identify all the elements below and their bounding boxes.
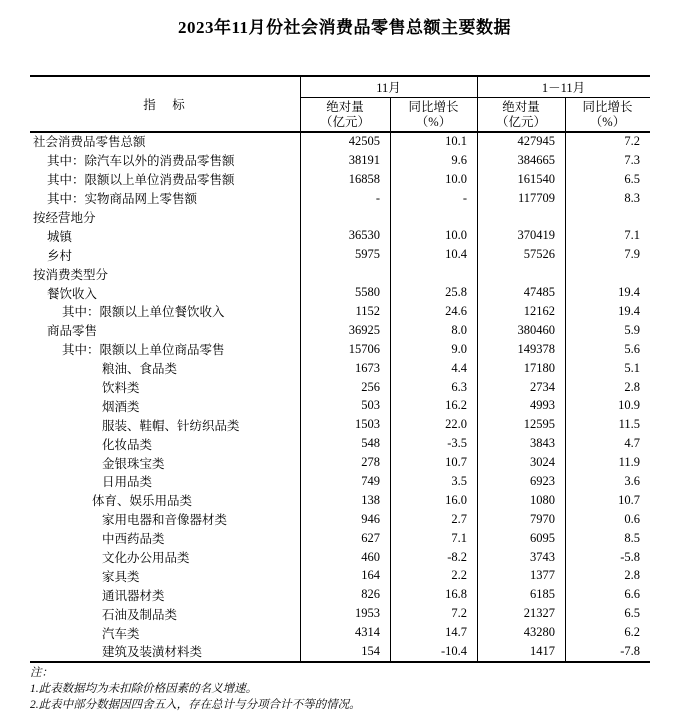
vertical-divider (565, 97, 566, 661)
value-cell: 6095 (530, 530, 555, 545)
value-cell: 370419 (517, 228, 555, 243)
table-row (30, 642, 650, 661)
footnote-item: 2.此表中部分数据因四舍五入，存在总计与分项合计不等的情况。 (30, 699, 361, 711)
value-cell: 42505 (348, 133, 380, 148)
value-cell: 5.1 (624, 360, 640, 375)
header-label: 同比增长 (408, 99, 459, 114)
value-cell: 3743 (530, 549, 555, 564)
header-unit: （亿元） (319, 114, 370, 129)
column-header-nov-absolute (300, 98, 390, 131)
value-cell: 24.6 (445, 303, 467, 318)
value-cell: -7.8 (620, 643, 640, 658)
value-cell: 10.9 (618, 398, 640, 413)
indicator-label: 粮油、食品类 (102, 362, 178, 377)
value-cell: 47485 (523, 285, 555, 300)
value-cell: 11.5 (618, 417, 640, 432)
value-cell: 8.3 (624, 190, 640, 205)
value-cell: 9.0 (451, 341, 467, 356)
vertical-divider (390, 97, 391, 661)
indicator-label: 其中：除汽车以外的消费品零售额 (47, 154, 235, 169)
value-cell: 10.0 (445, 171, 467, 186)
table-row (30, 548, 650, 567)
value-cell: 5580 (355, 285, 380, 300)
value-cell: -8.2 (447, 549, 467, 564)
table-row (30, 415, 650, 434)
value-cell: 4993 (530, 398, 555, 413)
indicator-label: 服装、鞋帽、针纺织品类 (102, 418, 240, 433)
value-cell: 10.7 (618, 492, 640, 507)
table-row (30, 321, 650, 340)
value-cell: 7.3 (624, 152, 640, 167)
indicator-label: 家用电器和音像器材类 (102, 513, 228, 528)
table-row (30, 604, 650, 623)
vertical-divider (300, 77, 301, 661)
value-cell: -10.4 (440, 643, 467, 658)
value-cell: 749 (361, 473, 380, 488)
value-cell: 1673 (355, 360, 380, 375)
indicator-label: 化妆品类 (102, 437, 153, 452)
value-cell: 164 (361, 568, 380, 583)
value-cell: 5.6 (624, 341, 640, 356)
indicator-label: 金银珠宝类 (102, 456, 165, 471)
header-unit: （%） (415, 114, 452, 129)
indicator-label: 通讯器材类 (102, 588, 165, 603)
table-row (30, 283, 650, 302)
table-row (30, 151, 650, 170)
table-top-border (30, 75, 650, 77)
indicator-label: 烟酒类 (102, 399, 140, 414)
indicator-label: 商品零售 (47, 324, 98, 339)
value-cell: 1503 (355, 417, 380, 432)
value-cell: 36530 (348, 228, 380, 243)
value-cell: 16.2 (445, 398, 467, 413)
value-cell: 6.6 (624, 587, 640, 602)
column-group-header-jan-to-nov: 1－11月 (541, 81, 586, 95)
value-cell: 256 (361, 379, 380, 394)
value-cell: - (462, 190, 467, 205)
value-cell: 17180 (523, 360, 555, 375)
value-cell: 11.9 (618, 455, 640, 470)
column-header-jan-nov-absolute (477, 98, 565, 131)
table-row (30, 245, 650, 264)
value-cell: 25.8 (445, 285, 467, 300)
column-group-header-november: 11月 (376, 81, 401, 95)
value-cell: - (375, 190, 380, 205)
indicator-label: 社会消费品零售总额 (33, 135, 146, 150)
header-group-divider-line (300, 97, 650, 98)
header-label: 同比增长 (582, 99, 633, 114)
value-cell: 149378 (517, 341, 555, 356)
value-cell: 21327 (523, 606, 555, 621)
value-cell: 548 (361, 436, 380, 451)
value-cell: 10.0 (445, 228, 467, 243)
table-row (30, 396, 650, 415)
value-cell: 5.9 (624, 322, 640, 337)
value-cell: 460 (361, 549, 380, 564)
indicator-label: 餐饮收入 (47, 286, 98, 301)
table-row (30, 566, 650, 585)
value-cell: 2.8 (624, 379, 640, 394)
table-row (30, 510, 650, 529)
value-cell: 16.0 (445, 492, 467, 507)
value-cell: 43280 (523, 625, 555, 640)
indicator-label: 其中：实物商品网上零售额 (47, 192, 198, 207)
value-cell: 6.3 (451, 379, 467, 394)
value-cell: 16.8 (445, 587, 467, 602)
value-cell: 1953 (355, 606, 380, 621)
indicator-label: 城镇 (47, 229, 73, 244)
indicator-label: 体育、娱乐用品类 (92, 494, 193, 509)
value-cell: 3024 (530, 455, 555, 470)
value-cell: 627 (361, 530, 380, 545)
value-cell: 12595 (523, 417, 555, 432)
value-cell: 38191 (348, 152, 380, 167)
value-cell: 154 (361, 643, 380, 658)
indicator-label: 建筑及装潢材料类 (102, 645, 203, 660)
table-row (30, 302, 650, 321)
value-cell: 0.6 (624, 511, 640, 526)
value-cell: 3.5 (451, 473, 467, 488)
value-cell: 2.2 (451, 568, 467, 583)
value-cell: 946 (361, 511, 380, 526)
table-row (30, 189, 650, 208)
table-row (30, 226, 650, 245)
indicator-label: 日用品类 (102, 475, 153, 490)
value-cell: 3843 (530, 436, 555, 451)
value-cell: 10.4 (445, 247, 467, 262)
value-cell: 1080 (530, 492, 555, 507)
table-body (30, 132, 650, 661)
value-cell: 826 (361, 587, 380, 602)
header-unit: （%） (589, 114, 626, 129)
value-cell: 4.4 (451, 360, 467, 375)
value-cell: 427945 (517, 133, 555, 148)
value-cell: 8.0 (451, 322, 467, 337)
table-bottom-border (30, 661, 650, 663)
value-cell: 1377 (530, 568, 555, 583)
value-cell: 1417 (530, 643, 555, 658)
value-cell: 6.2 (624, 625, 640, 640)
value-cell: 1152 (355, 303, 380, 318)
value-cell: 161540 (517, 171, 555, 186)
indicator-label: 按经营地分 (33, 211, 96, 225)
value-cell: 8.5 (624, 530, 640, 545)
value-cell: 15706 (348, 341, 380, 356)
table-row (30, 453, 650, 472)
header-label: 绝对量 (502, 99, 540, 114)
value-cell: 6.5 (624, 171, 640, 186)
value-cell: 2734 (530, 379, 555, 394)
value-cell: 7970 (530, 511, 555, 526)
indicator-label: 汽车类 (102, 626, 140, 641)
indicator-label: 家具类 (102, 569, 140, 584)
column-header-nov-yoy-growth (390, 98, 477, 131)
table-row (30, 378, 650, 397)
table-row (30, 491, 650, 510)
value-cell: 6923 (530, 473, 555, 488)
value-cell: 7.9 (624, 247, 640, 262)
indicator-label: 中西药品类 (102, 532, 165, 547)
indicator-label: 按消费类型分 (33, 267, 109, 282)
value-cell: 4314 (355, 625, 380, 640)
indicator-label: 乡村 (47, 248, 73, 263)
table-row (30, 359, 650, 378)
table-row (30, 340, 650, 359)
indicator-label: 文化办公用品类 (102, 551, 190, 566)
value-cell: 503 (361, 398, 380, 413)
value-cell: 5975 (355, 247, 380, 262)
value-cell: 16858 (348, 171, 380, 186)
value-cell: 9.6 (451, 152, 467, 167)
value-cell: -3.5 (447, 436, 467, 451)
indicator-label: 其中：限额以上单位消费品零售额 (47, 173, 235, 188)
value-cell: 7.1 (451, 530, 467, 545)
value-cell: 117709 (517, 190, 555, 205)
table-row (30, 208, 650, 227)
value-cell: 6.5 (624, 606, 640, 621)
table-row (30, 529, 650, 548)
value-cell: 380460 (517, 322, 555, 337)
value-cell: 7.1 (624, 228, 640, 243)
column-header-jan-nov-yoy-growth (565, 98, 650, 131)
value-cell: 19.4 (618, 303, 640, 318)
retail-sales-table (30, 75, 650, 663)
footnotes-label: 注： (30, 667, 53, 679)
value-cell: 7.2 (451, 606, 467, 621)
table-row (30, 132, 650, 151)
value-cell: 2.7 (451, 511, 467, 526)
value-cell: 4.7 (624, 436, 640, 451)
vertical-divider (477, 77, 478, 661)
footnote-item: 1.此表数据均为未扣除价格因素的名义增速。 (30, 683, 258, 695)
value-cell: 7.2 (624, 133, 640, 148)
table-row (30, 623, 650, 642)
table-row (30, 434, 650, 453)
value-cell: 19.4 (618, 285, 640, 300)
value-cell: 22.0 (445, 417, 467, 432)
value-cell: 2.8 (624, 568, 640, 583)
value-cell: 12162 (523, 303, 555, 318)
table-row (30, 264, 650, 283)
value-cell: 36925 (348, 322, 380, 337)
header-bottom-border (30, 131, 650, 133)
column-header-indicator: 指 标 (143, 98, 187, 112)
value-cell: 10.1 (445, 133, 467, 148)
footnotes (30, 665, 361, 713)
table-row (30, 585, 650, 604)
indicator-label: 其中：限额以上单位商品零售 (62, 343, 225, 358)
header-unit: （亿元） (495, 114, 546, 129)
table-row (30, 170, 650, 189)
value-cell: 278 (361, 455, 380, 470)
header-label: 绝对量 (326, 99, 364, 114)
page-title: 2023年11月份社会消费品零售总额主要数据 (177, 18, 512, 37)
value-cell: 10.7 (445, 455, 467, 470)
value-cell: 384665 (517, 152, 555, 167)
value-cell: -5.8 (620, 549, 640, 564)
indicator-label: 石油及制品类 (102, 607, 178, 622)
indicator-label: 其中：限额以上单位餐饮收入 (62, 305, 225, 320)
value-cell: 6185 (530, 587, 555, 602)
indicator-label: 饮料类 (102, 381, 140, 396)
value-cell: 138 (361, 492, 380, 507)
value-cell: 3.6 (624, 473, 640, 488)
value-cell: 57526 (523, 247, 555, 262)
table-row (30, 472, 650, 491)
value-cell: 14.7 (445, 625, 467, 640)
